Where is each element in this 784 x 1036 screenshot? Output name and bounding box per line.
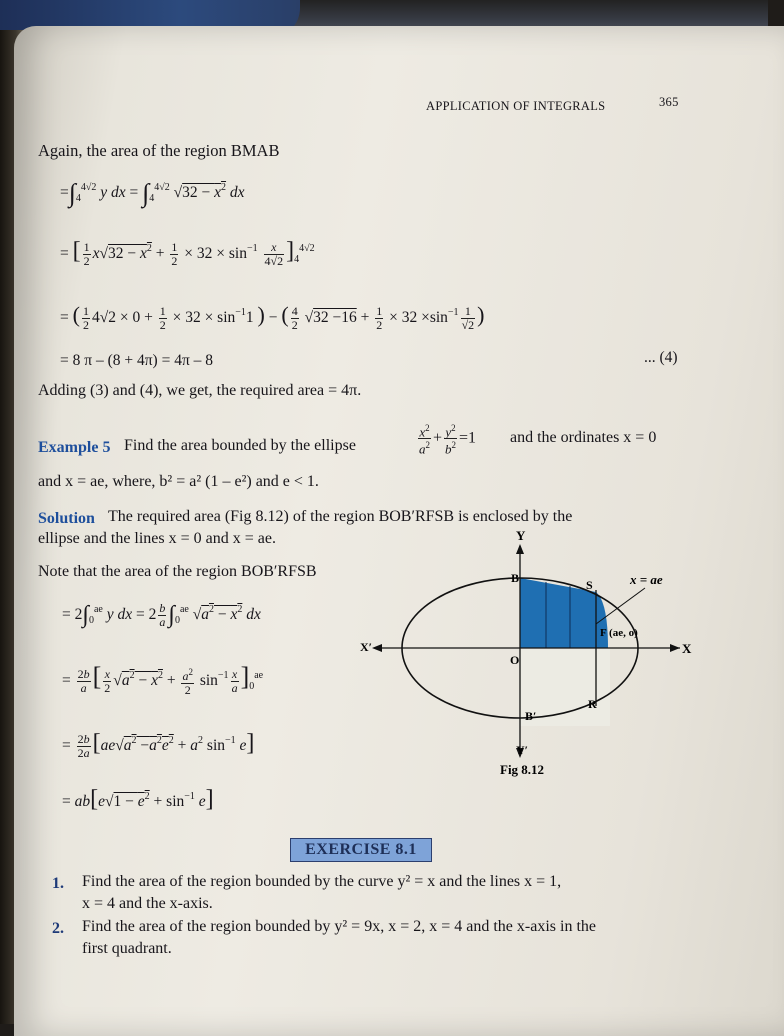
equation-line-1: $=\int_4^{4√2}$ y dx = $\int_4^{4√2}$ $√32 - x^2$ dx: [60, 178, 245, 207]
intro-text: Again, the area of the region BMAB: [38, 141, 280, 160]
solution-note: Note that the area of the region BOB′RFSB: [38, 563, 317, 580]
label-x: X: [682, 641, 692, 656]
label-b-prime: B′: [525, 709, 537, 723]
example-text-b: and the ordinates x = 0: [510, 429, 657, 446]
equation-line-2: = [ $\frac{1}{2}$ $x√32 - x^2$ + $\frac{1}{2}$ × $32 \times \sin^{-1}$ $\frac{x}{4√2}$ ]$_4^{4√2}$: [60, 238, 315, 268]
question-1-line-b: x = 4 and the x-axis.: [82, 895, 213, 912]
x-prime-arrow: [372, 644, 382, 652]
label-line: x = ae: [630, 572, 663, 587]
label-s: S: [586, 578, 593, 592]
label-y: Y: [516, 528, 526, 543]
solution-step-2: = $\frac{2b}{a}$ [ $\frac{x}{2}$ $√a^2 - x^2$ + $\frac{a^2}{2}$ $\sin^{-1}$ $\frac{x}{a}$ ]$_0^{ae}$: [62, 662, 264, 697]
label-y-prime: Y′: [516, 743, 529, 757]
conclusion-text: Adding (3) and (4), we get, the required area = 4π.: [38, 382, 362, 399]
q2-num: 2.: [52, 920, 64, 937]
question-1-line-a: Find the area of the region bounded by the curve y² = x and the lines x = 1,: [82, 873, 562, 890]
question-2-number: [52, 920, 64, 938]
y-axis-arrow: [516, 544, 524, 554]
exercise-title: EXERCISE 8.1: [290, 838, 432, 862]
question-2-line-b: first quadrant.: [82, 940, 172, 957]
question-2-line-a: Find the area of the region bounded by y² = 9x, x = 2, x = 4 and the x-axis in the: [82, 918, 596, 935]
solution-text-b: ellipse and the lines x = 0 and x = ae.: [38, 530, 276, 547]
running-header: APPLICATION OF INTEGRALS: [426, 99, 606, 113]
example-label: Example 5: [38, 439, 111, 456]
solution-label: Solution: [38, 510, 95, 527]
label-f: F (ae, o): [600, 627, 638, 639]
example-text-a: Find the area bounded by the ellipse: [124, 437, 356, 454]
equation-line-3: = ( $\frac{1}{2}$ 4√2 × 0 + $\frac{1}{2}$ × $32 \times \sin^{-1}1$ ) − ( $\frac{4}{2}$ √32 −16 + $\frac{1}{2}$ × $32 \times\sin^{-1}$ $\frac{1}{√2}$ ): [60, 302, 485, 332]
equation-line-4: = 8 π – (8 + 4π) = 4π – 8: [60, 352, 214, 369]
solution-step-1: = $2\int_0^{ae}$ y dx = 2 $\frac{b}{a}$ $\int_0^{ae}$ $√a^2 - x^2$ dx: [62, 601, 261, 629]
q1-num: 1.: [52, 875, 64, 892]
ellipse-figure: [360, 528, 692, 780]
label-r: R: [588, 697, 597, 711]
label-x-prime: X′: [360, 640, 373, 654]
solution-step-4: = $ab[e√1 - e^2 + \sin^{-1} e]$: [62, 786, 214, 812]
label-b: B: [511, 571, 520, 585]
question-1-number: [52, 875, 64, 893]
x-axis-arrow: [670, 644, 680, 652]
label-o: O: [510, 653, 520, 667]
page-number: 365: [659, 95, 679, 109]
solution-text-a: The required area (Fig 8.12) of the region BOB′RFSB is enclosed by the: [108, 508, 573, 525]
equation-reference: ... (4): [644, 349, 678, 366]
ellipse-equation: $\frac{x^2}{a^2}$ + $\frac{y^2}{b^2}$ =1: [419, 423, 477, 457]
solution-step-3: = $\frac{2b}{2a}$ [$ae√a^2 -a^2e^2 + a^2$ $\sin^{-1} e$]: [62, 730, 255, 760]
example-text-c: and x = ae, where, b² = a² (1 – e²) and e < 1.: [38, 473, 319, 490]
figure-caption: Fig 8.12: [500, 762, 545, 777]
